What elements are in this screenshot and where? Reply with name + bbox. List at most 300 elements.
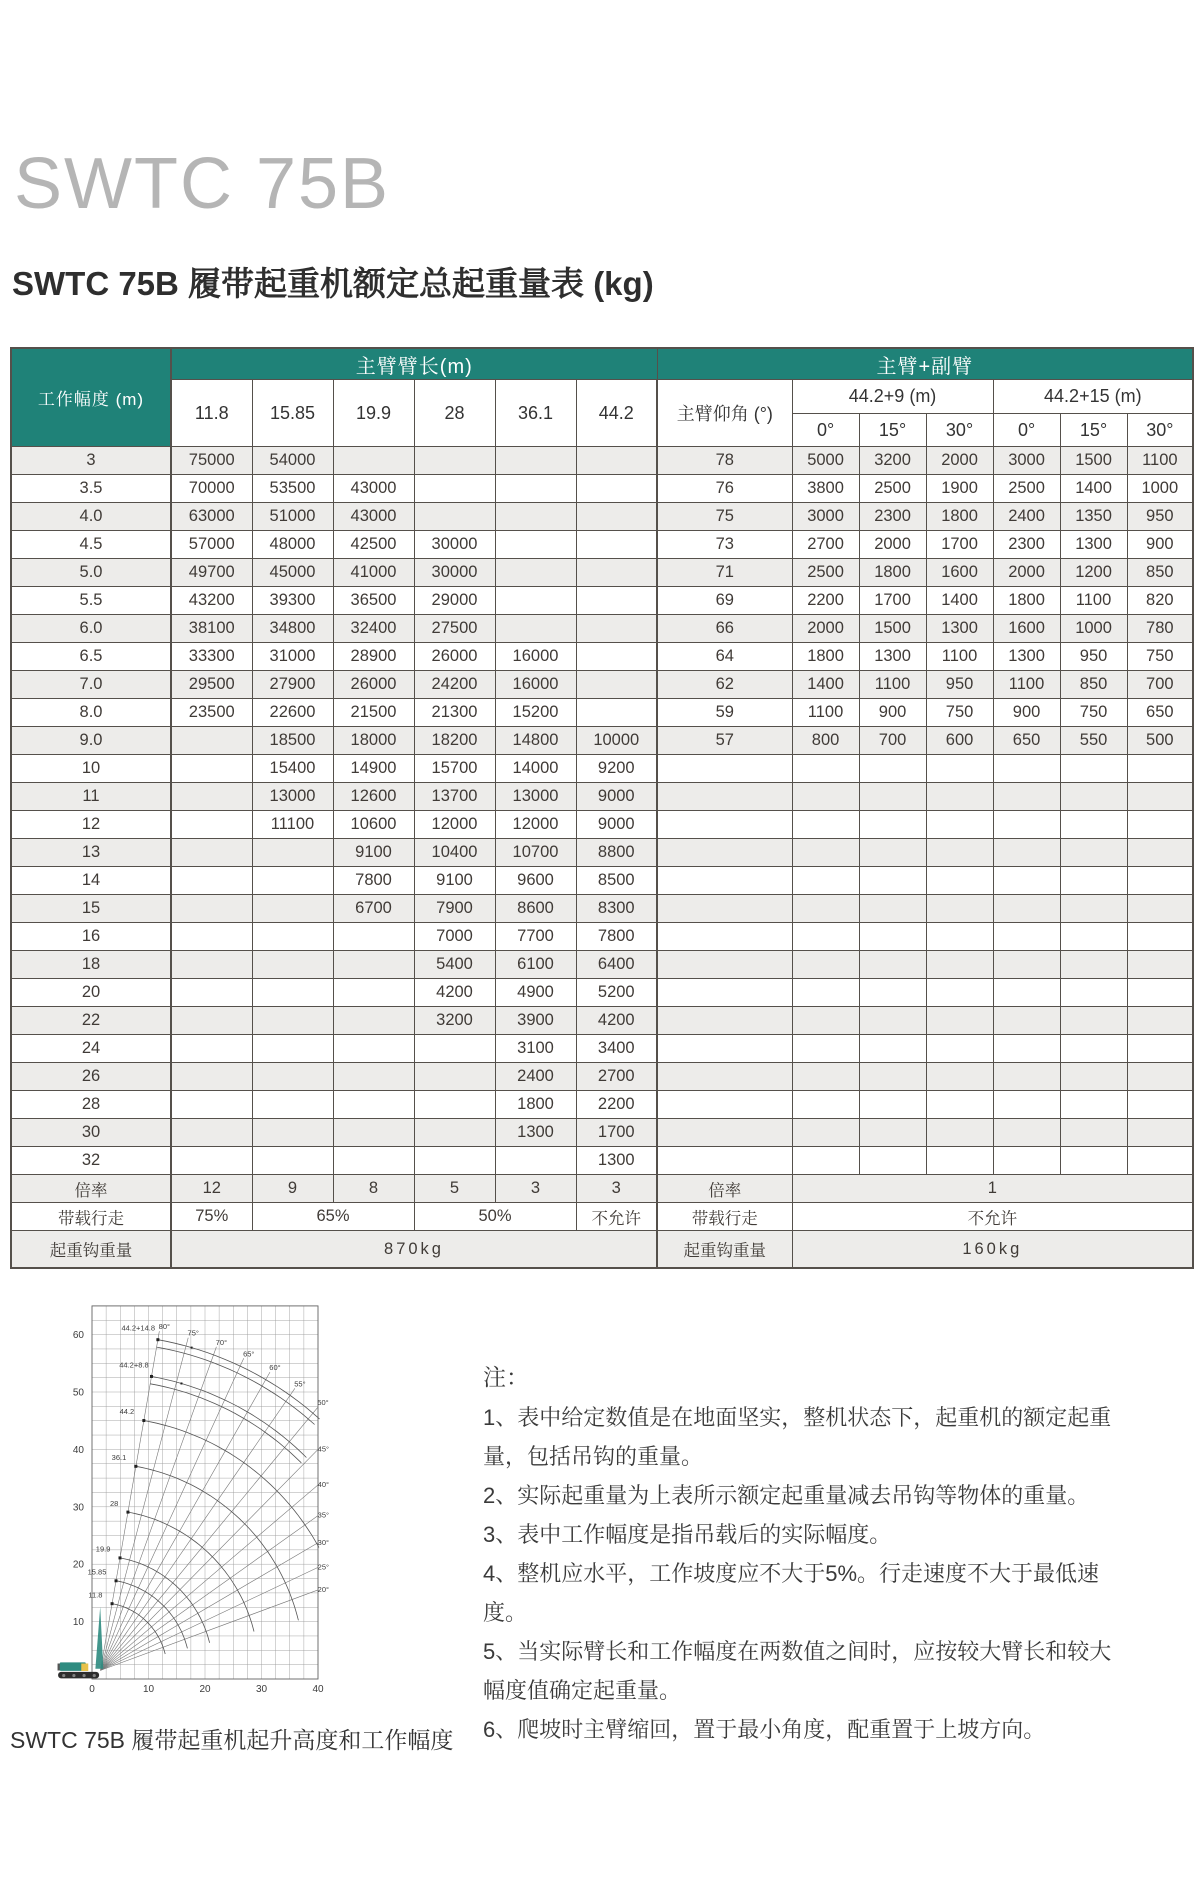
table-cell	[657, 755, 792, 783]
table-cell	[495, 587, 576, 615]
table-cell	[576, 503, 657, 531]
table-cell	[859, 867, 926, 895]
table-cell	[171, 727, 252, 755]
table-cell	[414, 447, 495, 475]
boom-length-label: 44.2	[119, 1407, 135, 1417]
table-cell: 48000	[252, 531, 333, 559]
x-tick-label: 20	[199, 1684, 211, 1695]
table-cell	[1060, 1063, 1127, 1091]
jib-group-header: 主臂+副臂	[657, 348, 1193, 380]
table-cell	[792, 783, 859, 811]
table-cell: 950	[926, 671, 993, 699]
table-cell: 36500	[333, 587, 414, 615]
table-cell: 49700	[171, 559, 252, 587]
table-cell	[576, 699, 657, 727]
table-cell: 750	[926, 699, 993, 727]
table-cell	[576, 447, 657, 475]
table-cell	[252, 839, 333, 867]
table-cell	[252, 923, 333, 951]
boom-length-label: 11.8	[88, 1590, 103, 1600]
table-cell: 3200	[414, 1007, 495, 1035]
table-cell	[333, 1091, 414, 1119]
table-cell: 24	[11, 1035, 171, 1063]
table-cell: 160kg	[792, 1231, 1193, 1269]
table-cell: 26000	[414, 643, 495, 671]
main-boom-group-header: 主臂臂长(m)	[171, 348, 657, 380]
table-cell: 1800	[926, 503, 993, 531]
table-cell	[792, 979, 859, 1007]
table-cell	[926, 951, 993, 979]
table-cell: 16000	[495, 671, 576, 699]
table-cell	[495, 615, 576, 643]
table-cell	[171, 755, 252, 783]
table-cell	[171, 783, 252, 811]
jib-combo-label: 44.2+14.8	[121, 1323, 156, 1333]
table-cell: 1800	[993, 587, 1060, 615]
table-cell	[792, 1063, 859, 1091]
table-cell: 18500	[252, 727, 333, 755]
table-cell: 73	[657, 531, 792, 559]
y-tick-label: 60	[72, 1330, 84, 1342]
boom-length-header: 15.85	[252, 380, 333, 447]
table-cell	[495, 503, 576, 531]
angle-label: 40°	[317, 1479, 329, 1489]
table-cell: 12600	[333, 783, 414, 811]
table-cell	[657, 1063, 792, 1091]
table-cell: 9200	[576, 755, 657, 783]
table-cell: 2000	[926, 447, 993, 475]
table-cell	[859, 1063, 926, 1091]
table-cell: 45000	[252, 559, 333, 587]
table-cell	[1127, 1063, 1193, 1091]
table-row	[11, 1203, 1193, 1231]
table-cell: 1000	[1127, 475, 1193, 503]
table-cell	[792, 923, 859, 951]
x-tick-label: 10	[142, 1684, 155, 1695]
table-cell	[495, 475, 576, 503]
table-cell: 900	[859, 699, 926, 727]
table-cell	[1127, 979, 1193, 1007]
table-cell: 29500	[171, 671, 252, 699]
table-cell: 76	[657, 475, 792, 503]
jib-offset-header: 0°	[993, 414, 1060, 447]
table-cell	[859, 839, 926, 867]
table-cell	[576, 671, 657, 699]
table-row	[11, 447, 1193, 475]
table-cell	[1060, 1035, 1127, 1063]
table-cell	[576, 643, 657, 671]
table-cell	[252, 1119, 333, 1147]
x-tick-label: 30	[255, 1684, 268, 1695]
table-cell: 8.0	[11, 699, 171, 727]
table-row	[11, 811, 1193, 839]
table-cell: 1300	[926, 615, 993, 643]
table-row	[11, 727, 1193, 755]
table-cell	[657, 979, 792, 1007]
table-cell: 22600	[252, 699, 333, 727]
table-cell: 30000	[414, 531, 495, 559]
table-cell	[252, 895, 333, 923]
table-cell	[657, 1119, 792, 1147]
table-cell	[1127, 951, 1193, 979]
table-cell: 1350	[1060, 503, 1127, 531]
boom-length-header: 36.1	[495, 380, 576, 447]
table-cell	[859, 979, 926, 1007]
table-row	[11, 1035, 1193, 1063]
table-cell: 30	[11, 1119, 171, 1147]
table-cell	[993, 839, 1060, 867]
table-cell	[859, 783, 926, 811]
table-cell: 70000	[171, 475, 252, 503]
table-cell: 23500	[171, 699, 252, 727]
table-cell	[926, 1063, 993, 1091]
table-cell: 倍率	[657, 1175, 792, 1203]
angle-label: 70°	[215, 1337, 228, 1347]
table-cell: 1000	[1060, 615, 1127, 643]
table-cell: 51000	[252, 503, 333, 531]
angle-label: 55°	[294, 1379, 306, 1389]
table-cell	[657, 1147, 792, 1175]
table-cell	[414, 1091, 495, 1119]
table-cell: 21300	[414, 699, 495, 727]
table-cell: 1300	[993, 643, 1060, 671]
table-cell	[1127, 1147, 1193, 1175]
table-row	[11, 923, 1193, 951]
table-cell: 59	[657, 699, 792, 727]
table-cell: 27500	[414, 615, 495, 643]
table-cell: 900	[993, 699, 1060, 727]
table-cell: 2500	[859, 475, 926, 503]
boom-length-label: 28	[109, 1498, 119, 1508]
angle-label: 35°	[317, 1510, 329, 1520]
table-cell: 9.0	[11, 727, 171, 755]
working-range-svg	[30, 1292, 330, 1704]
table-cell: 1300	[576, 1147, 657, 1175]
table-row	[11, 1175, 1193, 1203]
figure-caption: SWTC 75B 履带起重机起升高度和工作幅度	[10, 1727, 454, 1753]
table-cell: 10	[11, 755, 171, 783]
table-cell: 5400	[414, 951, 495, 979]
boom-length-arcs	[109, 1337, 319, 1654]
table-cell	[993, 951, 1060, 979]
table-cell: 1700	[576, 1119, 657, 1147]
table-cell: 2400	[495, 1063, 576, 1091]
table-cell: 26000	[333, 671, 414, 699]
table-cell: 69	[657, 587, 792, 615]
table-cell: 63000	[171, 503, 252, 531]
table-cell: 3900	[495, 1007, 576, 1035]
table-cell	[333, 1119, 414, 1147]
table-cell	[333, 1063, 414, 1091]
table-cell: 15200	[495, 699, 576, 727]
table-cell	[414, 1035, 495, 1063]
table-cell	[1127, 1035, 1193, 1063]
table-cell	[1127, 1007, 1193, 1035]
table-cell: 65%	[252, 1203, 414, 1231]
table-cell	[657, 867, 792, 895]
table-cell	[792, 839, 859, 867]
jib-offset-header: 30°	[926, 414, 993, 447]
table-cell: 7000	[414, 923, 495, 951]
table-cell	[1060, 1119, 1127, 1147]
table-cell: 43000	[333, 475, 414, 503]
table-cell: 820	[1127, 587, 1193, 615]
table-cell: 42500	[333, 531, 414, 559]
table-cell	[926, 1007, 993, 1035]
table-cell: 带载行走	[657, 1203, 792, 1231]
table-cell	[657, 1007, 792, 1035]
table-cell: 12000	[414, 811, 495, 839]
table-cell: 3	[495, 1175, 576, 1203]
table-cell: 18200	[414, 727, 495, 755]
table-cell: 1500	[1060, 447, 1127, 475]
y-tick-label: 30	[72, 1502, 84, 1514]
table-cell: 14800	[495, 727, 576, 755]
table-cell: 3	[11, 447, 171, 475]
table-cell	[1060, 895, 1127, 923]
table-cell: 倍率	[11, 1175, 171, 1203]
table-cell	[792, 951, 859, 979]
table-cell: 7800	[333, 867, 414, 895]
table-cell: 14900	[333, 755, 414, 783]
angle-label: 30°	[317, 1537, 329, 1547]
boom-length-label: 36.1	[111, 1453, 127, 1463]
table-cell	[792, 1035, 859, 1063]
table-body	[11, 447, 1193, 1269]
table-cell: 15400	[252, 755, 333, 783]
table-cell	[1060, 755, 1127, 783]
table-cell	[859, 1147, 926, 1175]
table-cell: 18	[11, 951, 171, 979]
table-cell	[495, 531, 576, 559]
boom-length-header: 28	[414, 380, 495, 447]
table-cell: 64	[657, 643, 792, 671]
table-cell: 1100	[1127, 447, 1193, 475]
table-row	[11, 615, 1193, 643]
table-cell: 带载行走	[11, 1203, 171, 1231]
table-cell	[495, 559, 576, 587]
table-row	[11, 951, 1193, 979]
table-cell	[657, 895, 792, 923]
table-cell: 4.0	[11, 503, 171, 531]
table-cell	[657, 783, 792, 811]
table-cell	[993, 979, 1060, 1007]
table-cell	[1127, 895, 1193, 923]
table-cell	[171, 951, 252, 979]
table-cell: 13000	[252, 783, 333, 811]
table-cell: 12000	[495, 811, 576, 839]
table-cell	[792, 1091, 859, 1119]
table-row	[11, 503, 1193, 531]
notes-list	[483, 1398, 1128, 1749]
table-cell	[414, 1119, 495, 1147]
table-cell: 7900	[414, 895, 495, 923]
table-cell	[926, 1119, 993, 1147]
table-cell	[414, 475, 495, 503]
table-cell: 1900	[926, 475, 993, 503]
table-cell: 1300	[1060, 531, 1127, 559]
table-cell: 8500	[576, 867, 657, 895]
angle-label: 50°	[317, 1398, 329, 1408]
table-cell: 7800	[576, 923, 657, 951]
table-row	[11, 979, 1193, 1007]
table-cell: 22	[11, 1007, 171, 1035]
table-cell: 2700	[792, 531, 859, 559]
table-cell	[859, 1035, 926, 1063]
table-cell: 54000	[252, 447, 333, 475]
table-cell	[333, 923, 414, 951]
table-cell: 71	[657, 559, 792, 587]
table-cell	[657, 839, 792, 867]
table-cell: 8800	[576, 839, 657, 867]
table-cell: 2300	[993, 531, 1060, 559]
table-cell: 950	[1060, 643, 1127, 671]
jib-combo-header: 44.2+9 (m)	[792, 380, 993, 414]
table-cell: 9000	[576, 811, 657, 839]
table-cell	[792, 1119, 859, 1147]
table-cell	[252, 951, 333, 979]
table-cell: 26	[11, 1063, 171, 1091]
table-cell: 7.0	[11, 671, 171, 699]
table-cell	[1127, 1091, 1193, 1119]
table-cell	[252, 979, 333, 1007]
table-cell	[171, 895, 252, 923]
table-cell: 18000	[333, 727, 414, 755]
table-cell	[1060, 1007, 1127, 1035]
table-cell: 780	[1127, 615, 1193, 643]
table-cell	[1127, 923, 1193, 951]
table-cell	[926, 811, 993, 839]
angle-label: 75°	[187, 1328, 199, 1338]
table-cell: 2200	[576, 1091, 657, 1119]
table-cell	[414, 503, 495, 531]
table-cell: 20	[11, 979, 171, 1007]
table-row	[11, 1119, 1193, 1147]
table-cell: 8300	[576, 895, 657, 923]
table-cell: 650	[1127, 699, 1193, 727]
table-cell	[859, 755, 926, 783]
table-cell: 1400	[926, 587, 993, 615]
table-cell	[333, 1035, 414, 1063]
table-cell: 32	[11, 1147, 171, 1175]
table-cell: 11100	[252, 811, 333, 839]
table-row	[11, 755, 1193, 783]
table-cell	[1060, 867, 1127, 895]
axis-tick-labels	[73, 1330, 324, 1695]
y-tick-label: 40	[72, 1444, 84, 1456]
table-cell	[993, 755, 1060, 783]
table-row	[11, 699, 1193, 727]
table-cell	[859, 1119, 926, 1147]
table-cell: 1300	[859, 643, 926, 671]
table-cell: 1800	[495, 1091, 576, 1119]
table-cell	[171, 867, 252, 895]
table-cell: 62	[657, 671, 792, 699]
table-cell: 1100	[993, 671, 1060, 699]
table-cell: 53500	[252, 475, 333, 503]
table-cell: 6.0	[11, 615, 171, 643]
table-cell: 2200	[792, 587, 859, 615]
table-cell	[993, 1091, 1060, 1119]
table-cell: 21500	[333, 699, 414, 727]
table-cell	[926, 783, 993, 811]
table-cell	[576, 587, 657, 615]
table-cell	[926, 1035, 993, 1063]
table-cell: 43000	[333, 503, 414, 531]
table-cell	[792, 811, 859, 839]
table-cell	[1127, 811, 1193, 839]
table-cell: 50%	[414, 1203, 576, 1231]
table-cell: 6400	[576, 951, 657, 979]
table-cell	[252, 867, 333, 895]
table-cell: 13700	[414, 783, 495, 811]
table-cell: 1100	[859, 671, 926, 699]
table-cell	[1127, 783, 1193, 811]
table-cell: 起重钩重量	[11, 1231, 171, 1269]
table-cell: 不允许	[576, 1203, 657, 1231]
boom-angle-header: 主臂仰角 (°)	[657, 380, 792, 447]
jib-offset-header: 0°	[792, 414, 859, 447]
table-cell	[1127, 1119, 1193, 1147]
x-tick-label: 40	[312, 1684, 324, 1695]
table-cell: 78	[657, 447, 792, 475]
jib-combo-label: 44.2+8.8	[119, 1360, 149, 1370]
table-cell: 5200	[576, 979, 657, 1007]
table-cell	[792, 1007, 859, 1035]
table-cell	[657, 951, 792, 979]
table-cell	[859, 923, 926, 951]
table-cell	[576, 559, 657, 587]
boom-length-header: 19.9	[333, 380, 414, 447]
table-cell	[252, 1007, 333, 1035]
table-row	[11, 1091, 1193, 1119]
table-cell: 550	[1060, 727, 1127, 755]
table-row	[11, 839, 1193, 867]
table-row	[11, 867, 1193, 895]
table-cell	[1060, 923, 1127, 951]
table-cell: 1	[792, 1175, 1193, 1203]
table-cell: 3000	[792, 503, 859, 531]
table-cell: 9100	[333, 839, 414, 867]
table-cell	[1060, 783, 1127, 811]
angle-label: 80°	[158, 1322, 171, 1332]
table-cell: 3100	[495, 1035, 576, 1063]
angle-label: 60°	[269, 1363, 281, 1373]
table-cell: 5	[414, 1175, 495, 1203]
table-row	[11, 531, 1193, 559]
table-cell	[792, 895, 859, 923]
table-cell: 1400	[792, 671, 859, 699]
header-row-groups	[11, 348, 1193, 380]
table-cell: 750	[1127, 643, 1193, 671]
table-cell	[993, 923, 1060, 951]
table-cell	[926, 1147, 993, 1175]
angle-label: 25°	[317, 1562, 329, 1572]
table-cell: 1600	[926, 559, 993, 587]
table-cell	[792, 755, 859, 783]
table-cell: 2300	[859, 503, 926, 531]
table-cell	[993, 783, 1060, 811]
table-cell: 5000	[792, 447, 859, 475]
table-cell: 3.5	[11, 475, 171, 503]
table-cell	[926, 867, 993, 895]
table-cell	[414, 1063, 495, 1091]
table-cell	[926, 755, 993, 783]
table-row	[11, 1147, 1193, 1175]
table-cell	[171, 811, 252, 839]
table-cell: 1400	[1060, 475, 1127, 503]
table-cell	[926, 923, 993, 951]
